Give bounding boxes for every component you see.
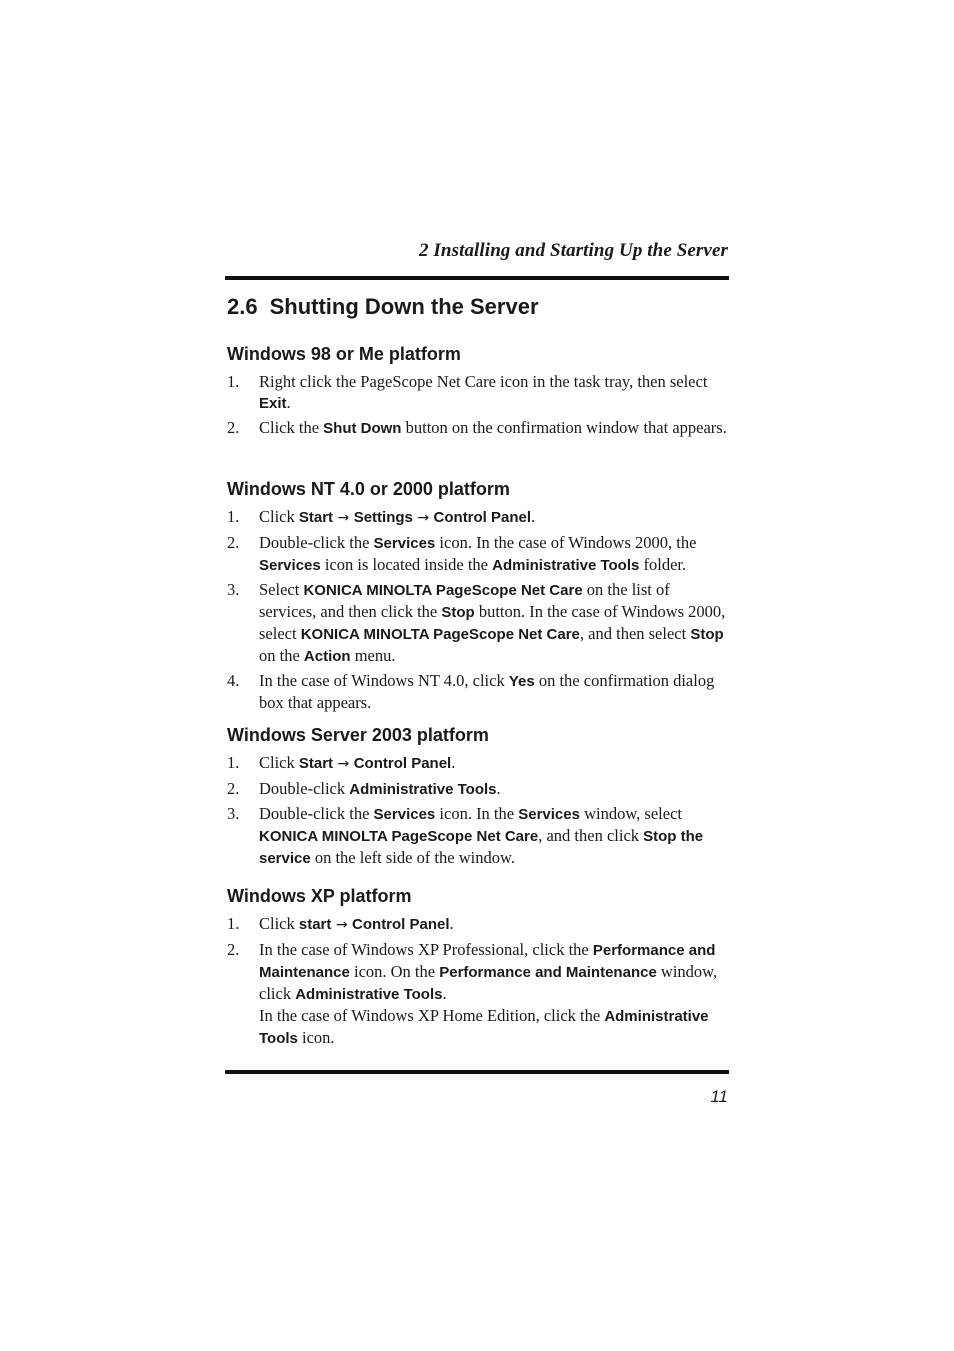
ui-term: Control Panel xyxy=(353,755,452,772)
list-item xyxy=(227,506,727,529)
header-rule xyxy=(225,276,729,280)
ui-term: Administrative Tools xyxy=(259,1008,709,1047)
step-text: . xyxy=(442,984,447,1003)
windows-98-me-heading: Windows 98 or Me platform xyxy=(227,344,461,364)
step-text: . xyxy=(496,779,501,798)
step-number: 2. xyxy=(227,940,240,959)
ui-term: Administrative Tools xyxy=(349,781,497,798)
step-number: 1. xyxy=(227,372,240,391)
step-text: on the confirmation dialog box that appears. xyxy=(259,671,715,712)
ui-term: Services xyxy=(518,806,580,823)
step-number: 3. xyxy=(227,580,240,599)
step-text: icon. xyxy=(297,1028,335,1047)
step-text: button. In the case of Windows 2000, select xyxy=(259,602,726,643)
ui-term: Start xyxy=(298,755,334,772)
ui-term: Performance and Maintenance xyxy=(439,964,657,981)
step-text: window, click xyxy=(259,962,718,1003)
step-text: button on the confirmation window that appears. xyxy=(401,418,727,437)
step-text: . xyxy=(449,914,454,933)
step-number: 1. xyxy=(227,507,240,526)
list-item xyxy=(227,778,727,800)
ui-term: Shut Down xyxy=(323,420,402,437)
ui-term: Control Panel xyxy=(352,916,450,933)
step-text: window, select xyxy=(579,804,682,823)
step-number: 2. xyxy=(227,779,240,798)
ui-term: KONICA MINOLTA PageScope Net Care xyxy=(303,582,583,599)
list-item xyxy=(227,939,727,1049)
windows-xp-heading: Windows XP platform xyxy=(227,886,412,906)
ui-term: KONICA MINOLTA PageScope Net Care xyxy=(259,828,539,845)
ui-term: Services xyxy=(373,535,436,552)
step-text: Double-click the xyxy=(259,533,374,552)
list-item xyxy=(227,579,727,667)
step-text: icon. In the case of Windows 2000, the xyxy=(435,533,697,552)
ui-term: Services xyxy=(373,806,436,823)
step-number: 2. xyxy=(227,418,240,437)
step-number: 2. xyxy=(227,533,240,552)
ui-term: Yes xyxy=(508,673,535,690)
step-text: , and then click xyxy=(538,826,644,845)
windows-xp-block xyxy=(227,885,727,1052)
section-title-text: Shutting Down the Server xyxy=(269,294,539,319)
windows-98-me-steps xyxy=(227,371,727,439)
ui-term: Stop xyxy=(690,626,724,643)
windows-nt-2000-block xyxy=(227,478,727,716)
ui-term: Stop the service xyxy=(259,828,704,867)
list-item xyxy=(227,670,727,713)
windows-server-2003-steps xyxy=(227,752,727,869)
ui-term: Settings xyxy=(353,509,413,526)
windows-server-2003-heading: Windows Server 2003 platform xyxy=(227,725,489,745)
list-item xyxy=(227,752,727,775)
step-text: menu. xyxy=(350,646,396,665)
step-text: folder. xyxy=(639,555,687,574)
windows-nt-2000-heading: Windows NT 4.0 or 2000 platform xyxy=(227,479,510,499)
running-header: 2 Installing and Starting Up the Server xyxy=(418,240,728,261)
step-text: Double-click xyxy=(259,779,350,798)
step-text: Click the xyxy=(259,418,324,437)
step-text: on the xyxy=(259,646,304,665)
ui-term: Exit xyxy=(259,395,287,412)
step-text: on the left side of the window. xyxy=(310,848,515,867)
step-text: . xyxy=(286,393,291,412)
step-number: 4. xyxy=(227,671,240,690)
list-item xyxy=(227,532,727,576)
step-text: In the case of Windows XP Home Edition, click the xyxy=(259,1006,605,1025)
ui-term: Administrative Tools xyxy=(492,557,640,574)
ui-term: KONICA MINOLTA PageScope Net Care xyxy=(300,626,580,643)
windows-server-2003-block xyxy=(227,724,727,872)
page-number: 11 xyxy=(710,1087,728,1106)
step-text: Right click the PageScope Net Care icon in the task tray, then select xyxy=(259,372,708,391)
step-text: In the case of Windows NT 4.0, click xyxy=(259,671,509,690)
arrow-icon: → xyxy=(331,917,353,933)
section-number: 2.6 xyxy=(227,294,258,319)
step-text: Click xyxy=(259,507,299,526)
step-text: icon. In the xyxy=(435,804,519,823)
ui-term: start xyxy=(298,916,332,933)
step-number: 1. xyxy=(227,753,240,772)
ui-term: Administrative Tools xyxy=(295,986,443,1003)
step-text: Click xyxy=(259,914,299,933)
ui-term: Action xyxy=(303,648,351,665)
step-text: , and then select xyxy=(579,624,691,643)
arrow-icon: → xyxy=(412,510,434,526)
ui-term: Stop xyxy=(441,604,475,621)
list-item xyxy=(227,371,727,414)
step-text: . xyxy=(451,753,456,772)
step-number: 1. xyxy=(227,914,240,933)
step-text: In the case of Windows XP Professional, click the xyxy=(259,940,593,959)
list-item xyxy=(227,803,727,869)
step-text: icon. On the xyxy=(349,962,440,981)
list-item xyxy=(227,913,727,936)
step-text: . xyxy=(531,507,536,526)
arrow-icon: → xyxy=(333,756,354,772)
section-title xyxy=(227,294,539,320)
step-number: 3. xyxy=(227,804,240,823)
ui-term: Services xyxy=(259,557,321,574)
step-text: Double-click the xyxy=(259,804,374,823)
step-text: Select xyxy=(259,580,304,599)
list-item xyxy=(227,417,727,439)
windows-xp-steps xyxy=(227,913,727,1049)
windows-98-me-block xyxy=(227,343,727,442)
footer-rule xyxy=(225,1070,729,1074)
windows-nt-2000-steps xyxy=(227,506,727,713)
step-text: icon is located inside the xyxy=(320,555,493,574)
ui-term: Control Panel xyxy=(433,509,532,526)
ui-term: Performance and Maintenance xyxy=(259,942,716,981)
ui-term: Start xyxy=(298,509,334,526)
step-text: Click xyxy=(259,753,299,772)
arrow-icon: → xyxy=(333,510,354,526)
step-text: on the list of services, and then click the xyxy=(259,580,670,621)
